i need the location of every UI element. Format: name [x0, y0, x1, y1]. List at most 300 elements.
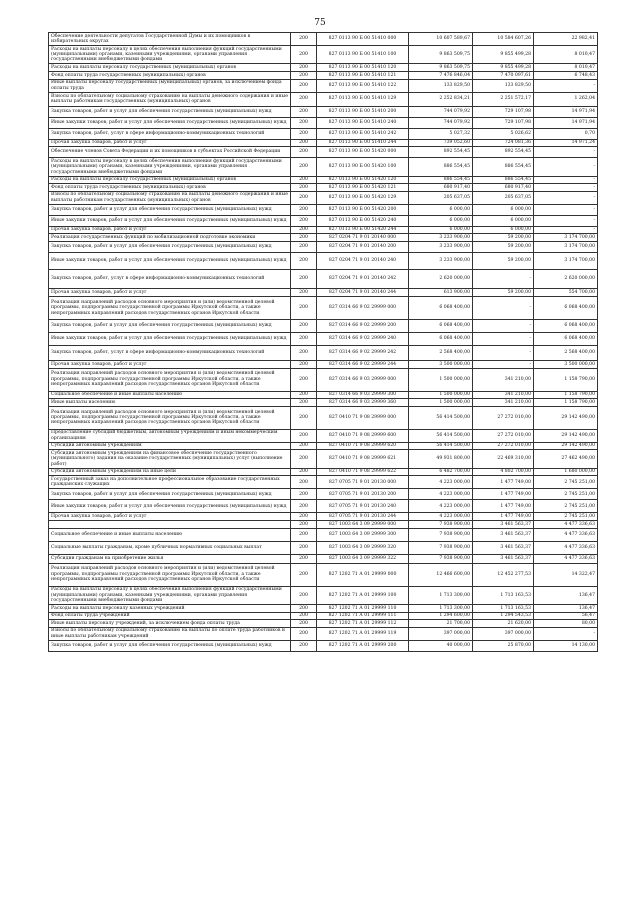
expense-name-cell: Субсидии гражданам на приобретение жилья	[49, 554, 291, 563]
expense-name-cell: Закупка товаров, работ, услуг в сфере информационно-коммуникационных технологий	[49, 269, 291, 288]
line-code-cell: 200	[291, 215, 317, 226]
line-code-cell: 200	[291, 528, 317, 541]
line-code-cell: 200	[291, 554, 317, 563]
approved-amount-cell: 6 000,00	[409, 226, 473, 234]
line-code-cell: 200	[291, 64, 317, 72]
line-code-cell: 200	[291, 319, 317, 332]
expense-name-cell: Фонд оплаты труда государственных (муниципальных) органов	[49, 184, 291, 192]
executed-amount-cell: 1 294 543,53	[473, 612, 534, 620]
budget-classification-code-cell: 827 0314 66 9 02 29999 242	[317, 345, 409, 360]
approved-amount-cell: 6 000,00	[409, 215, 473, 226]
line-code-cell: 200	[291, 269, 317, 288]
executed-amount-cell: 22 469 310,00	[473, 450, 534, 468]
approved-amount-cell: 3 233 900,00	[409, 252, 473, 269]
expense-name-cell: Иные закупки товаров, работ и услуг для обеспечения государственных (муниципальных) нужд	[49, 332, 291, 345]
expense-name-cell: Реализация государственных функций по мобилизационной подготовке экономики	[49, 234, 291, 242]
expense-name-cell: Социальное обеспечение и иные выплаты населению	[49, 391, 291, 399]
table-row	[49, 476, 598, 489]
line-code-cell: 200	[291, 429, 317, 442]
budget-classification-code-cell: 827 0113 90 Б 00 51410 000	[317, 33, 409, 46]
line-code-cell: 200	[291, 204, 317, 215]
expense-name-cell: Субсидии автономным учреждениям	[49, 442, 291, 450]
table-row	[49, 513, 598, 521]
budget-classification-code-cell: 827 0314 66 9 02 29999 200	[317, 319, 409, 332]
approved-amount-cell: 2 620 000,00	[409, 269, 473, 288]
line-code-cell: 200	[291, 184, 317, 192]
budget-classification-code-cell: 827 1003 64 3 09 29999 320	[317, 541, 409, 554]
budget-classification-code-cell: 827 0113 90 Б 00 51420 244	[317, 226, 409, 234]
expense-name-cell: Расходы на выплаты персоналу в целях обеспечения выполнения функций государственными (муниципальными) органами, казенными учреждениями, органами управления государственными внебюджетными фондами	[49, 158, 291, 176]
approved-amount-cell: 205 637,05	[409, 191, 473, 204]
expense-name-cell: Расходы на выплаты персоналу казенных учреждений	[49, 604, 291, 612]
table-row	[49, 520, 598, 528]
unexecuted-amount-cell: 136,47	[534, 604, 598, 612]
budget-classification-code-cell: 827 0314 66 9 02 29999 000	[317, 296, 409, 319]
executed-amount-cell: 59 200,00	[473, 252, 534, 269]
table-row	[49, 241, 598, 252]
unexecuted-amount-cell: 56,47	[534, 612, 598, 620]
expense-name-cell: Реализация направлений расходов основного мероприятия и (или) ведомственной целевой программы, подпрограммы государственной программы Иркутской области, а также непрограммных направлений расходов государственных органов Иркутской области	[49, 296, 291, 319]
executed-amount-cell: 1 477 749,00	[473, 489, 534, 500]
unexecuted-amount-cell: 1 158 790,00	[534, 368, 598, 391]
executed-amount-cell: 341 210,00	[473, 399, 534, 407]
unexecuted-amount-cell: 14 322,47	[534, 563, 598, 586]
approved-amount-cell: 1 294 600,00	[409, 612, 473, 620]
executed-amount-cell: 1 713 163,53	[473, 586, 534, 604]
line-code-cell: 200	[291, 520, 317, 528]
unexecuted-amount-cell: 29 142 490,00	[534, 442, 598, 450]
approved-amount-cell: 4 223 000,00	[409, 513, 473, 521]
line-code-cell: 200	[291, 391, 317, 399]
table-row	[49, 79, 598, 92]
executed-amount-cell: 1 477 749,00	[473, 513, 534, 521]
approved-amount-cell: 3 233 900,00	[409, 241, 473, 252]
approved-amount-cell: 1 500 000,00	[409, 399, 473, 407]
executed-amount-cell: 1 477 749,00	[473, 476, 534, 489]
executed-amount-cell: 3 461 563,37	[473, 554, 534, 563]
executed-amount-cell: 5 026,62	[473, 128, 534, 139]
table-row	[49, 176, 598, 184]
approved-amount-cell: 1 713 300,00	[409, 604, 473, 612]
expense-name-cell: Закупка товаров, работ и услуг для обеспечения государственных (муниципальных) нужд	[49, 640, 291, 651]
expense-name-cell: Расходы на выплаты персоналу в целях обеспечения выполнения функций государственными (муниципальными) органами, казенными учреждениями, органами управления государственными внебюджетными фондами	[49, 46, 291, 64]
table-row	[49, 296, 598, 319]
line-code-cell: 200	[291, 128, 317, 139]
unexecuted-amount-cell: 6 068 400,00	[534, 319, 598, 332]
approved-amount-cell: 892 554,45	[409, 147, 473, 158]
executed-amount-cell: 59 200,00	[473, 234, 534, 242]
expense-name-cell: Закупка товаров, работ и услуг для обеспечения государственных (муниципальных) нужд	[49, 106, 291, 117]
line-code-cell: 200	[291, 241, 317, 252]
approved-amount-cell: 56 414 500,00	[409, 406, 473, 429]
line-code-cell: 200	[291, 46, 317, 64]
table-row	[49, 489, 598, 500]
table-row	[49, 345, 598, 360]
budget-classification-code-cell: 827 0314 66 9 03 29999 360	[317, 399, 409, 407]
expense-name-cell	[49, 520, 291, 528]
unexecuted-amount-cell: 4 477 336,63	[534, 554, 598, 563]
table-row	[49, 442, 598, 450]
expense-name-cell: Прочая закупка товаров, работ и услуг	[49, 288, 291, 296]
line-code-cell: 200	[291, 541, 317, 554]
approved-amount-cell: 680 917,40	[409, 184, 473, 192]
executed-amount-cell: 133 829,50	[473, 79, 534, 92]
expense-name-cell: Обеспечение деятельности депутатов Государственной Думы и их помощников в избирательных округах	[49, 33, 291, 46]
expense-name-cell: Иные выплаты персоналу государственных (муниципальных) органов, за исключением фонда оплаты труда	[49, 79, 291, 92]
expense-name-cell: Реализация направлений расходов основного мероприятия и (или) ведомственной целевой программы, подпрограммы государственной программы Иркутской области, а также непрограммных направлений расходов государственных органов Иркутской области	[49, 368, 291, 391]
line-code-cell: 200	[291, 252, 317, 269]
table-row	[49, 288, 598, 296]
executed-amount-cell: 680 917,40	[473, 184, 534, 192]
table-row	[49, 64, 598, 72]
approved-amount-cell: 886 554,45	[409, 158, 473, 176]
executed-amount-cell: 27 272 010,00	[473, 406, 534, 429]
expense-name-cell: Взносы по обязательному социальному страхованию на выплаты по оплате труда работников и иные выплаты работникам учреждений	[49, 627, 291, 640]
line-code-cell: 200	[291, 33, 317, 46]
table-row	[49, 554, 598, 563]
executed-amount-cell: 7 470 097,61	[473, 72, 534, 80]
expense-name-cell: Иные закупки товаров, работ и услуг для обеспечения государственных (муниципальных) нужд	[49, 117, 291, 128]
table-row	[49, 184, 598, 192]
unexecuted-amount-cell: -	[534, 176, 598, 184]
unexecuted-amount-cell: 0,70	[534, 128, 598, 139]
expense-name-cell: Социальные выплаты гражданам, кроме публичных нормативных социальных выплат	[49, 541, 291, 554]
executed-amount-cell: 729 107,98	[473, 106, 534, 117]
expense-name-cell: Фонд оплаты труда государственных (муниципальных) органов	[49, 72, 291, 80]
executed-amount-cell: 341 210,00	[473, 391, 534, 399]
expense-name-cell: Прочая закупка товаров, работ и услуг	[49, 139, 291, 147]
executed-amount-cell: 205 637,05	[473, 191, 534, 204]
expense-name-cell: Расходы на выплаты персоналу в целях обеспечения выполнения функций государственными (муниципальными) органами, казенными учреждениями, органами управления государственными внебюджетными фондами	[49, 586, 291, 604]
table-row	[49, 500, 598, 513]
executed-amount-cell: 892 554,45	[473, 147, 534, 158]
approved-amount-cell: 6 000,00	[409, 204, 473, 215]
line-code-cell: 200	[291, 288, 317, 296]
line-code-cell: 200	[291, 117, 317, 128]
expense-name-cell: Закупка товаров, работ и услуг для обеспечения государственных (муниципальных) нужд	[49, 241, 291, 252]
line-code-cell: 200	[291, 92, 317, 106]
unexecuted-amount-cell: 2 745 251,00	[534, 489, 598, 500]
approved-amount-cell: 2 568 400,00	[409, 345, 473, 360]
executed-amount-cell: -	[473, 269, 534, 288]
approved-amount-cell: 21 700,00	[409, 620, 473, 628]
table-row	[49, 139, 598, 147]
table-row	[49, 106, 598, 117]
line-code-cell: 200	[291, 226, 317, 234]
approved-amount-cell: 9 863 509,75	[409, 46, 473, 64]
unexecuted-amount-cell: 3 500 000,00	[534, 360, 598, 368]
table-body	[49, 33, 598, 652]
table-row	[49, 612, 598, 620]
approved-amount-cell: 6 068 400,00	[409, 332, 473, 345]
executed-amount-cell: 9 855 499,28	[473, 46, 534, 64]
budget-classification-code-cell: 827 0113 90 Б 00 51420 000	[317, 147, 409, 158]
budget-classification-code-cell: 827 0113 90 Б 00 51410 242	[317, 128, 409, 139]
table-row	[49, 215, 598, 226]
executed-amount-cell: -	[473, 319, 534, 332]
approved-amount-cell: 10 607 589,67	[409, 33, 473, 46]
executed-amount-cell: 6 000,00	[473, 204, 534, 215]
table-row	[49, 368, 598, 391]
table-row	[49, 391, 598, 399]
executed-amount-cell: 729 107,98	[473, 117, 534, 128]
executed-amount-cell: -	[473, 360, 534, 368]
approved-amount-cell: 7 938 900,00	[409, 554, 473, 563]
approved-amount-cell: 7 938 900,00	[409, 541, 473, 554]
expense-name-cell: Закупка товаров, работ и услуг для обеспечения государственных (муниципальных) нужд	[49, 204, 291, 215]
unexecuted-amount-cell: -	[534, 215, 598, 226]
budget-classification-code-cell: 827 0113 90 Б 00 51410 100	[317, 46, 409, 64]
unexecuted-amount-cell: -	[534, 147, 598, 158]
line-code-cell: 200	[291, 500, 317, 513]
executed-amount-cell: 12 452 277,53	[473, 563, 534, 586]
unexecuted-amount-cell: 4 477 336,63	[534, 520, 598, 528]
unexecuted-amount-cell: -	[534, 184, 598, 192]
unexecuted-amount-cell: 2 745 251,00	[534, 500, 598, 513]
executed-amount-cell: 27 272 010,00	[473, 442, 534, 450]
approved-amount-cell: 1 500 000,00	[409, 391, 473, 399]
unexecuted-amount-cell: 3 174 700,00	[534, 252, 598, 269]
table-row	[49, 33, 598, 46]
approved-amount-cell: 1 713 300,00	[409, 586, 473, 604]
line-code-cell: 200	[291, 176, 317, 184]
expense-name-cell: Взносы по обязательному социальному страхованию на выплаты денежного содержания и иные выплаты работникам государственных (муниципальных) органов	[49, 191, 291, 204]
line-code-cell: 200	[291, 368, 317, 391]
budget-classification-code-cell: 827 0113 90 Б 00 51420 200	[317, 204, 409, 215]
unexecuted-amount-cell: 14 130,00	[534, 640, 598, 651]
approved-amount-cell: 7 476 846,04	[409, 72, 473, 80]
unexecuted-amount-cell: 14 971,24	[534, 139, 598, 147]
executed-amount-cell: 1 713 163,53	[473, 604, 534, 612]
executed-amount-cell: 4 802 700,00	[473, 468, 534, 476]
budget-classification-code-cell: 827 1202 71 А 01 29999 000	[317, 563, 409, 586]
table-row	[49, 563, 598, 586]
approved-amount-cell: 3 500 000,00	[409, 360, 473, 368]
table-row	[49, 117, 598, 128]
table-row	[49, 46, 598, 64]
approved-amount-cell: 56 414 500,00	[409, 429, 473, 442]
budget-classification-code-cell: 827 0314 66 9 03 29999 300	[317, 391, 409, 399]
executed-amount-cell: 10 584 607,26	[473, 33, 534, 46]
line-code-cell: 200	[291, 360, 317, 368]
executed-amount-cell: -	[473, 345, 534, 360]
unexecuted-amount-cell: 8 010,47	[534, 64, 598, 72]
expense-name-cell: Субсидии автономным учреждениям на финансовое обеспечение государственного (муниципального) задания на оказание государственных (муниципальных) услуг (выполнение работ)	[49, 450, 291, 468]
approved-amount-cell: 7 938 900,00	[409, 520, 473, 528]
table-row	[49, 92, 598, 106]
unexecuted-amount-cell: 1 262,04	[534, 92, 598, 106]
executed-amount-cell: 397 000,00	[473, 627, 534, 640]
unexecuted-amount-cell: -	[534, 627, 598, 640]
budget-classification-code-cell: 827 0705 71 9 01 20130 000	[317, 476, 409, 489]
budget-classification-code-cell: 827 0410 71 9 08 29999 621	[317, 450, 409, 468]
unexecuted-amount-cell: 22 982,41	[534, 33, 598, 46]
table-row	[49, 269, 598, 288]
unexecuted-amount-cell: -	[534, 226, 598, 234]
expense-name-cell: Предоставление субсидий бюджетным, автономным учреждениям и иным некоммерческим организациям	[49, 429, 291, 442]
budget-classification-code-cell: 827 0113 90 Б 00 51410 200	[317, 106, 409, 117]
unexecuted-amount-cell: 2 620 000,00	[534, 269, 598, 288]
unexecuted-amount-cell: 80,00	[534, 620, 598, 628]
expense-name-cell: Иные закупки товаров, работ и услуг для обеспечения государственных (муниципальных) нужд	[49, 215, 291, 226]
line-code-cell: 200	[291, 476, 317, 489]
budget-classification-code-cell: 827 0705 71 9 01 20130 244	[317, 513, 409, 521]
unexecuted-amount-cell: -	[534, 158, 598, 176]
line-code-cell: 200	[291, 191, 317, 204]
budget-table-wrap	[48, 32, 597, 652]
executed-amount-cell: 3 461 563,37	[473, 528, 534, 541]
unexecuted-amount-cell: 136,47	[534, 586, 598, 604]
budget-classification-code-cell: 827 0204 71 9 01 20140 244	[317, 288, 409, 296]
table-row	[49, 399, 598, 407]
expense-name-cell: Прочая закупка товаров, работ и услуг	[49, 360, 291, 368]
line-code-cell: 200	[291, 399, 317, 407]
approved-amount-cell: 739 052,60	[409, 139, 473, 147]
expense-name-cell: Реализация направлений расходов основного мероприятия и (или) ведомственной целевой программы, подпрограммы государственной программы Иркутской области, а также непрограммных направлений расходов государственных органов Иркутской области	[49, 563, 291, 586]
budget-classification-code-cell: 827 1202 71 А 01 29999 112	[317, 620, 409, 628]
expense-name-cell: Иные закупки товаров, работ и услуг для обеспечения государственных (муниципальных) нужд	[49, 500, 291, 513]
executed-amount-cell: -	[473, 332, 534, 345]
expense-name-cell: Расходы на выплаты персоналу государственных (муниципальных) органов	[49, 176, 291, 184]
approved-amount-cell: 2 252 834,21	[409, 92, 473, 106]
line-code-cell: 200	[291, 612, 317, 620]
unexecuted-amount-cell: 14 971,94	[534, 106, 598, 117]
unexecuted-amount-cell: 1 158 790,00	[534, 391, 598, 399]
table-row	[49, 627, 598, 640]
unexecuted-amount-cell: 2 745 251,00	[534, 476, 598, 489]
line-code-cell: 200	[291, 640, 317, 651]
approved-amount-cell: 744 079,92	[409, 117, 473, 128]
approved-amount-cell: 12 466 600,00	[409, 563, 473, 586]
expense-name-cell: Прочая закупка товаров, работ и услуг	[49, 226, 291, 234]
unexecuted-amount-cell: -	[534, 204, 598, 215]
line-code-cell: 200	[291, 345, 317, 360]
table-row	[49, 429, 598, 442]
line-code-cell: 200	[291, 158, 317, 176]
budget-classification-code-cell: 827 1003 64 3 09 29999 300	[317, 528, 409, 541]
unexecuted-amount-cell: 1 680 000,00	[534, 468, 598, 476]
approved-amount-cell: 5 027,32	[409, 128, 473, 139]
budget-classification-code-cell: 827 0113 90 Б 00 51420 120	[317, 176, 409, 184]
executed-amount-cell: 21 620,00	[473, 620, 534, 628]
budget-classification-code-cell: 827 0113 90 Б 00 51410 129	[317, 92, 409, 106]
line-code-cell: 200	[291, 627, 317, 640]
budget-classification-code-cell: 827 0204 71 9 01 20140 000	[317, 234, 409, 242]
expense-name-cell: Закупка товаров, работ и услуг для обеспечения государственных (муниципальных) нужд	[49, 489, 291, 500]
executed-amount-cell: 9 855 499,28	[473, 64, 534, 72]
executed-amount-cell: 27 272 010,00	[473, 429, 534, 442]
expense-name-cell: Закупка товаров, работ и услуг для обеспечения государственных (муниципальных) нужд	[49, 319, 291, 332]
approved-amount-cell: 133 829,50	[409, 79, 473, 92]
line-code-cell: 200	[291, 79, 317, 92]
unexecuted-amount-cell: 2 568 400,00	[534, 345, 598, 360]
budget-classification-code-cell: 827 0410 71 9 08 29999 600	[317, 429, 409, 442]
line-code-cell: 200	[291, 147, 317, 158]
budget-classification-code-cell: 827 0705 71 9 01 20130 240	[317, 500, 409, 513]
approved-amount-cell: 397 000,00	[409, 627, 473, 640]
line-code-cell: 200	[291, 620, 317, 628]
table-row	[49, 319, 598, 332]
table-row	[49, 226, 598, 234]
executed-amount-cell: 1 477 749,00	[473, 500, 534, 513]
expense-name-cell: Иные выплаты персоналу учреждений, за исключением фонда оплаты труда	[49, 620, 291, 628]
executed-amount-cell: 6 000,00	[473, 215, 534, 226]
unexecuted-amount-cell: 6 068 400,00	[534, 296, 598, 319]
expense-name-cell: Закупка товаров, работ, услуг в сфере информационно-коммуникационных технологий	[49, 128, 291, 139]
line-code-cell: 200	[291, 332, 317, 345]
table-row	[49, 234, 598, 242]
table-row	[49, 450, 598, 468]
budget-classification-code-cell: 827 0113 90 Б 00 51410 244	[317, 139, 409, 147]
unexecuted-amount-cell: 27 462 490,00	[534, 450, 598, 468]
approved-amount-cell: 6 068 400,00	[409, 296, 473, 319]
unexecuted-amount-cell: 1 158 790,00	[534, 399, 598, 407]
unexecuted-amount-cell: -	[534, 79, 598, 92]
line-code-cell: 200	[291, 406, 317, 429]
budget-classification-code-cell: 827 1202 71 А 01 29999 111	[317, 612, 409, 620]
approved-amount-cell: 6 068 400,00	[409, 319, 473, 332]
executed-amount-cell: 886 554,45	[473, 158, 534, 176]
expense-name-cell: Расходы на выплаты персоналу государственных (муниципальных) органов	[49, 64, 291, 72]
table-row	[49, 620, 598, 628]
budget-classification-code-cell: 827 0314 66 9 02 29999 240	[317, 332, 409, 345]
budget-classification-code-cell: 827 0314 66 9 02 29999 244	[317, 360, 409, 368]
expense-name-cell: Обеспечение членов Совета Федерации и их помощников в субъектах Российской Федерации	[49, 147, 291, 158]
approved-amount-cell: 40 000,00	[409, 640, 473, 651]
expense-name-cell: Субсидии автономным учреждениям на иные цели	[49, 468, 291, 476]
executed-amount-cell: 886 554,45	[473, 176, 534, 184]
budget-classification-code-cell: 827 0705 71 9 01 20130 200	[317, 489, 409, 500]
budget-classification-code-cell: 827 0410 71 9 08 29999 620	[317, 442, 409, 450]
unexecuted-amount-cell: 14 971,94	[534, 117, 598, 128]
expense-name-cell: Социальное обеспечение и иные выплаты населению	[49, 528, 291, 541]
budget-classification-code-cell: 827 1202 71 А 01 29999 119	[317, 627, 409, 640]
table-row	[49, 406, 598, 429]
line-code-cell: 200	[291, 234, 317, 242]
executed-amount-cell: 341 210,00	[473, 368, 534, 391]
line-code-cell: 200	[291, 513, 317, 521]
approved-amount-cell: 4 223 000,00	[409, 476, 473, 489]
budget-classification-code-cell: 827 0204 71 9 01 20140 240	[317, 252, 409, 269]
executed-amount-cell: -	[473, 296, 534, 319]
approved-amount-cell: 4 223 000,00	[409, 500, 473, 513]
approved-amount-cell: 49 931 800,00	[409, 450, 473, 468]
table-row	[49, 147, 598, 158]
budget-classification-code-cell: 827 0113 90 Б 00 51410 122	[317, 79, 409, 92]
budget-classification-code-cell: 827 1202 71 А 01 29999 100	[317, 586, 409, 604]
unexecuted-amount-cell: 4 477 336,63	[534, 528, 598, 541]
expense-name-cell: Государственный заказ на дополнительное профессиональное образование государственных гражданских служащих	[49, 476, 291, 489]
table-row	[49, 586, 598, 604]
expense-name-cell: Закупка товаров, работ, услуг в сфере информационно-коммуникационных технологий	[49, 345, 291, 360]
budget-execution-table	[48, 32, 598, 652]
budget-classification-code-cell: 827 0410 71 9 08 29999 622	[317, 468, 409, 476]
unexecuted-amount-cell: 8 010,47	[534, 46, 598, 64]
executed-amount-cell: 59 200,00	[473, 241, 534, 252]
executed-amount-cell: 2 251 572,17	[473, 92, 534, 106]
budget-classification-code-cell: 827 1003 64 3 09 29999 000	[317, 520, 409, 528]
table-row	[49, 252, 598, 269]
approved-amount-cell: 9 863 509,75	[409, 64, 473, 72]
approved-amount-cell: 1 500 000,00	[409, 368, 473, 391]
approved-amount-cell: 744 079,92	[409, 106, 473, 117]
table-row	[49, 640, 598, 651]
budget-classification-code-cell: 827 0113 90 Б 00 51410 240	[317, 117, 409, 128]
table-row	[49, 72, 598, 80]
executed-amount-cell: 724 081,36	[473, 139, 534, 147]
unexecuted-amount-cell: 554 700,00	[534, 288, 598, 296]
expense-name-cell: Фонд оплаты труда учреждений	[49, 612, 291, 620]
